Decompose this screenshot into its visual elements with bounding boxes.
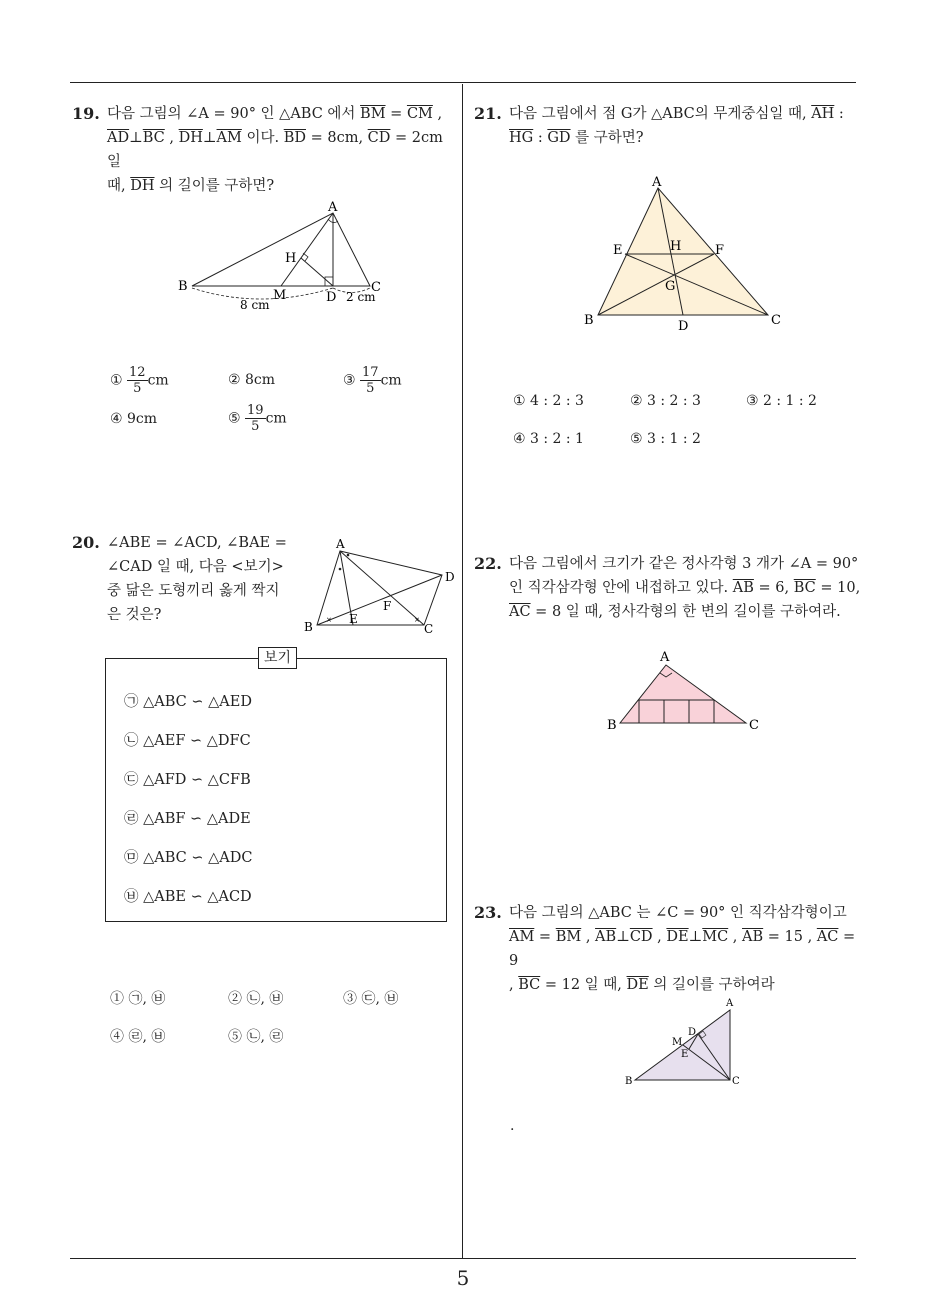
choice-text: 8cm bbox=[245, 372, 276, 388]
label-a: A bbox=[336, 537, 345, 551]
label-e: E bbox=[349, 612, 358, 626]
segment: $\overline{MC}$ bbox=[702, 929, 729, 945]
text-line: 은 것은? bbox=[107, 607, 162, 623]
choice-3[interactable] bbox=[343, 365, 402, 396]
segment: $\overline{DE}$ bbox=[666, 929, 689, 945]
segment: $\overline{DE}$ bbox=[626, 977, 649, 993]
unit: cm bbox=[265, 410, 287, 427]
text: = 12 일 때, bbox=[540, 977, 627, 993]
segment: $\overline{AM}$ bbox=[216, 130, 242, 146]
text: : bbox=[533, 130, 548, 146]
question-text bbox=[509, 901, 864, 997]
choice-2[interactable] bbox=[228, 372, 275, 388]
label-h: H bbox=[670, 239, 682, 254]
label-m: M bbox=[273, 288, 287, 303]
segment: $\overline{CD}$ bbox=[367, 130, 391, 146]
choice-mark: ⑤ bbox=[228, 410, 241, 427]
question-text bbox=[509, 552, 860, 624]
segment: $\overline{HG}$ bbox=[509, 130, 534, 146]
bogi-item: ㉤ △ABC ∽ △ADC bbox=[124, 850, 253, 866]
text: , bbox=[652, 929, 667, 945]
segment: $\overline{AB}$ bbox=[742, 929, 764, 945]
question-text bbox=[509, 102, 844, 150]
text: 의 길이를 구하여라 bbox=[648, 977, 775, 993]
label-d: D bbox=[445, 570, 455, 584]
question-number: 23. bbox=[474, 903, 502, 922]
label-e: E bbox=[613, 243, 623, 258]
bogi-item: ㉡ △AEF ∽ △DFC bbox=[124, 733, 251, 749]
segment: $\overline{AD}$ bbox=[107, 130, 130, 146]
text: , bbox=[509, 977, 519, 993]
label-f: F bbox=[383, 599, 392, 613]
label-a: A bbox=[660, 650, 670, 665]
segment: $\overline{AC}$ bbox=[509, 604, 531, 620]
choice-5[interactable] bbox=[228, 403, 287, 434]
label-b: B bbox=[584, 313, 594, 328]
choice-mark: ④ bbox=[110, 411, 123, 427]
bogi-box bbox=[105, 650, 447, 922]
choice-3[interactable]: ③ 2 : 1 : 2 bbox=[746, 393, 817, 409]
label-e: E bbox=[681, 1049, 689, 1060]
segment: $\overline{AC}$ bbox=[816, 929, 839, 945]
choice-1[interactable] bbox=[110, 365, 169, 396]
segment: $\overline{AM}$ bbox=[509, 929, 535, 945]
text: 다음 그림에서 점 G가 △ABC의 무게중심일 때, bbox=[509, 106, 812, 122]
question-text bbox=[107, 531, 287, 627]
question-number: 19. bbox=[72, 104, 100, 123]
segment: $\overline{AB}$ bbox=[595, 929, 617, 945]
label-d: D bbox=[326, 290, 337, 305]
unit: cm bbox=[147, 372, 169, 389]
label-8cm: 8 cm bbox=[240, 298, 270, 312]
denominator: 5 bbox=[133, 381, 142, 396]
text: = 8 일 때, 정사각형의 한 변의 길이를 구하여라. bbox=[530, 604, 841, 620]
text: 의 길이를 구하면? bbox=[154, 178, 275, 194]
q23-figure bbox=[620, 995, 750, 1090]
q19-figure bbox=[170, 195, 400, 320]
choice-3[interactable]: ③ ㉢, ㉥ bbox=[343, 991, 399, 1007]
denominator: 5 bbox=[251, 419, 260, 434]
text: , bbox=[432, 106, 443, 122]
segment: $\overline{CM}$ bbox=[406, 106, 433, 122]
segment: $\overline{BC}$ bbox=[793, 580, 816, 596]
segment: $\overline{BC}$ bbox=[142, 130, 165, 146]
text: = bbox=[385, 106, 407, 122]
choice-4[interactable] bbox=[110, 411, 157, 427]
choice-2[interactable]: ② ㉡, ㉥ bbox=[228, 991, 284, 1007]
label-a: A bbox=[328, 200, 338, 215]
label-b: B bbox=[304, 620, 313, 634]
text: ⊥ bbox=[129, 130, 143, 146]
label-2cm: 2 cm bbox=[346, 290, 376, 304]
label-d: D bbox=[688, 1027, 697, 1038]
segment: $\overline{BD}$ bbox=[283, 130, 306, 146]
text: ⊥ bbox=[616, 929, 630, 945]
text-line: 다음 그림의 △ABC 는 ∠C = 90° 인 직각삼각형이고 bbox=[509, 905, 847, 921]
bogi-item: ㉢ △AFD ∽ △CFB bbox=[124, 772, 251, 788]
label-a: A bbox=[726, 998, 734, 1009]
label-c: C bbox=[749, 718, 759, 733]
numerator: 17 bbox=[362, 365, 379, 380]
choice-mark: ① bbox=[110, 372, 123, 389]
segment: $\overline{AB}$ bbox=[732, 580, 754, 596]
text: 다음 그림의 ∠A = 90° 인 △ABC 에서 bbox=[107, 106, 361, 122]
choice-4[interactable]: ④ ㉣, ㉥ bbox=[110, 1029, 166, 1045]
segment: $\overline{BM}$ bbox=[360, 106, 386, 122]
bogi-item: ㉥ △ABE ∽ △ACD bbox=[124, 889, 252, 905]
question-number: 22. bbox=[474, 554, 502, 573]
choice-4[interactable]: ④ 3 : 2 : 1 bbox=[513, 431, 584, 447]
text: = bbox=[534, 929, 556, 945]
choice-5[interactable]: ⑤ 3 : 1 : 2 bbox=[630, 431, 701, 447]
top-rule bbox=[70, 82, 856, 83]
label-c: C bbox=[371, 280, 381, 295]
text: 인 직각삼각형 안에 내접하고 있다. bbox=[509, 580, 733, 596]
numerator: 12 bbox=[129, 365, 146, 380]
segment: $\overline{AH}$ bbox=[811, 106, 835, 122]
q23-answer-dot: . bbox=[510, 1118, 515, 1134]
bogi-label: 보기 bbox=[258, 647, 297, 669]
q21-figure bbox=[578, 170, 798, 340]
question-number: 21. bbox=[474, 104, 502, 123]
unit: cm bbox=[380, 372, 402, 389]
text: = 10, bbox=[815, 580, 861, 596]
segment: $\overline{CD}$ bbox=[629, 929, 653, 945]
question-text bbox=[107, 102, 457, 198]
label-a: A bbox=[652, 175, 662, 190]
text-line: 다음 그림에서 크기가 같은 정사각형 3 개가 ∠A = 90° bbox=[509, 556, 859, 572]
text: ⊥ bbox=[688, 929, 703, 945]
label-m: M bbox=[672, 1037, 683, 1048]
text: 를 구하면? bbox=[570, 130, 644, 146]
bogi-item: ㉠ △ABC ∽ △AED bbox=[124, 694, 252, 710]
choice-1[interactable]: ① ㉠, ㉥ bbox=[110, 991, 166, 1007]
text: , bbox=[728, 929, 743, 945]
text: ⊥ bbox=[202, 130, 217, 146]
choice-mark: ③ bbox=[343, 372, 356, 389]
choice-2[interactable]: ② 3 : 2 : 3 bbox=[630, 393, 701, 409]
text: , bbox=[164, 130, 179, 146]
text: = 2cm 일 bbox=[107, 130, 443, 170]
segment: $\overline{DH}$ bbox=[130, 178, 155, 194]
bogi-item: ㉣ △ABF ∽ △ADE bbox=[124, 811, 251, 827]
text: = 9 bbox=[509, 929, 856, 969]
label-b: B bbox=[178, 279, 188, 294]
page-number: 5 bbox=[456, 1266, 470, 1290]
text: = 8cm, bbox=[305, 130, 368, 146]
label-b: B bbox=[625, 1076, 633, 1087]
text-line: ∠CAD 일 때, 다음 <보기> bbox=[107, 559, 284, 575]
column-divider bbox=[462, 84, 463, 1259]
q22-figure bbox=[600, 645, 770, 735]
text: : bbox=[834, 106, 844, 122]
choice-5[interactable]: ⑤ ㉡, ㉣ bbox=[228, 1029, 284, 1045]
numerator: 19 bbox=[247, 403, 264, 418]
text-line: 중 닮은 도형끼리 옳게 짝지 bbox=[107, 583, 280, 599]
segment: $\overline{GD}$ bbox=[547, 130, 571, 146]
bottom-rule bbox=[70, 1258, 856, 1259]
text: 때, bbox=[107, 178, 131, 194]
segment: $\overline{BC}$ bbox=[518, 977, 541, 993]
label-h: H bbox=[285, 251, 297, 266]
text: = 15 , bbox=[763, 929, 817, 945]
label-b: B bbox=[607, 718, 617, 733]
label-f: F bbox=[715, 243, 725, 258]
question-number: 20. bbox=[72, 533, 100, 552]
text-line: ∠ABE = ∠ACD, ∠BAE = bbox=[107, 535, 287, 551]
choice-mark: ② bbox=[228, 372, 241, 388]
svg-text:×: × bbox=[414, 616, 420, 624]
label-g: G bbox=[665, 279, 676, 294]
denominator: 5 bbox=[366, 381, 375, 396]
segment: $\overline{BM}$ bbox=[555, 929, 582, 945]
choice-1[interactable]: ① 4 : 2 : 3 bbox=[513, 393, 584, 409]
label-c: C bbox=[732, 1076, 740, 1087]
label-d: D bbox=[678, 319, 689, 334]
svg-text:×: × bbox=[326, 616, 332, 624]
q20-figure bbox=[300, 535, 462, 635]
choice-text: 9cm bbox=[127, 411, 158, 427]
segment: $\overline{DH}$ bbox=[178, 130, 203, 146]
label-c: C bbox=[424, 622, 434, 635]
text: , bbox=[581, 929, 596, 945]
text: 이다. bbox=[241, 130, 284, 146]
label-c: C bbox=[771, 313, 781, 328]
text: = 6, bbox=[753, 580, 794, 596]
